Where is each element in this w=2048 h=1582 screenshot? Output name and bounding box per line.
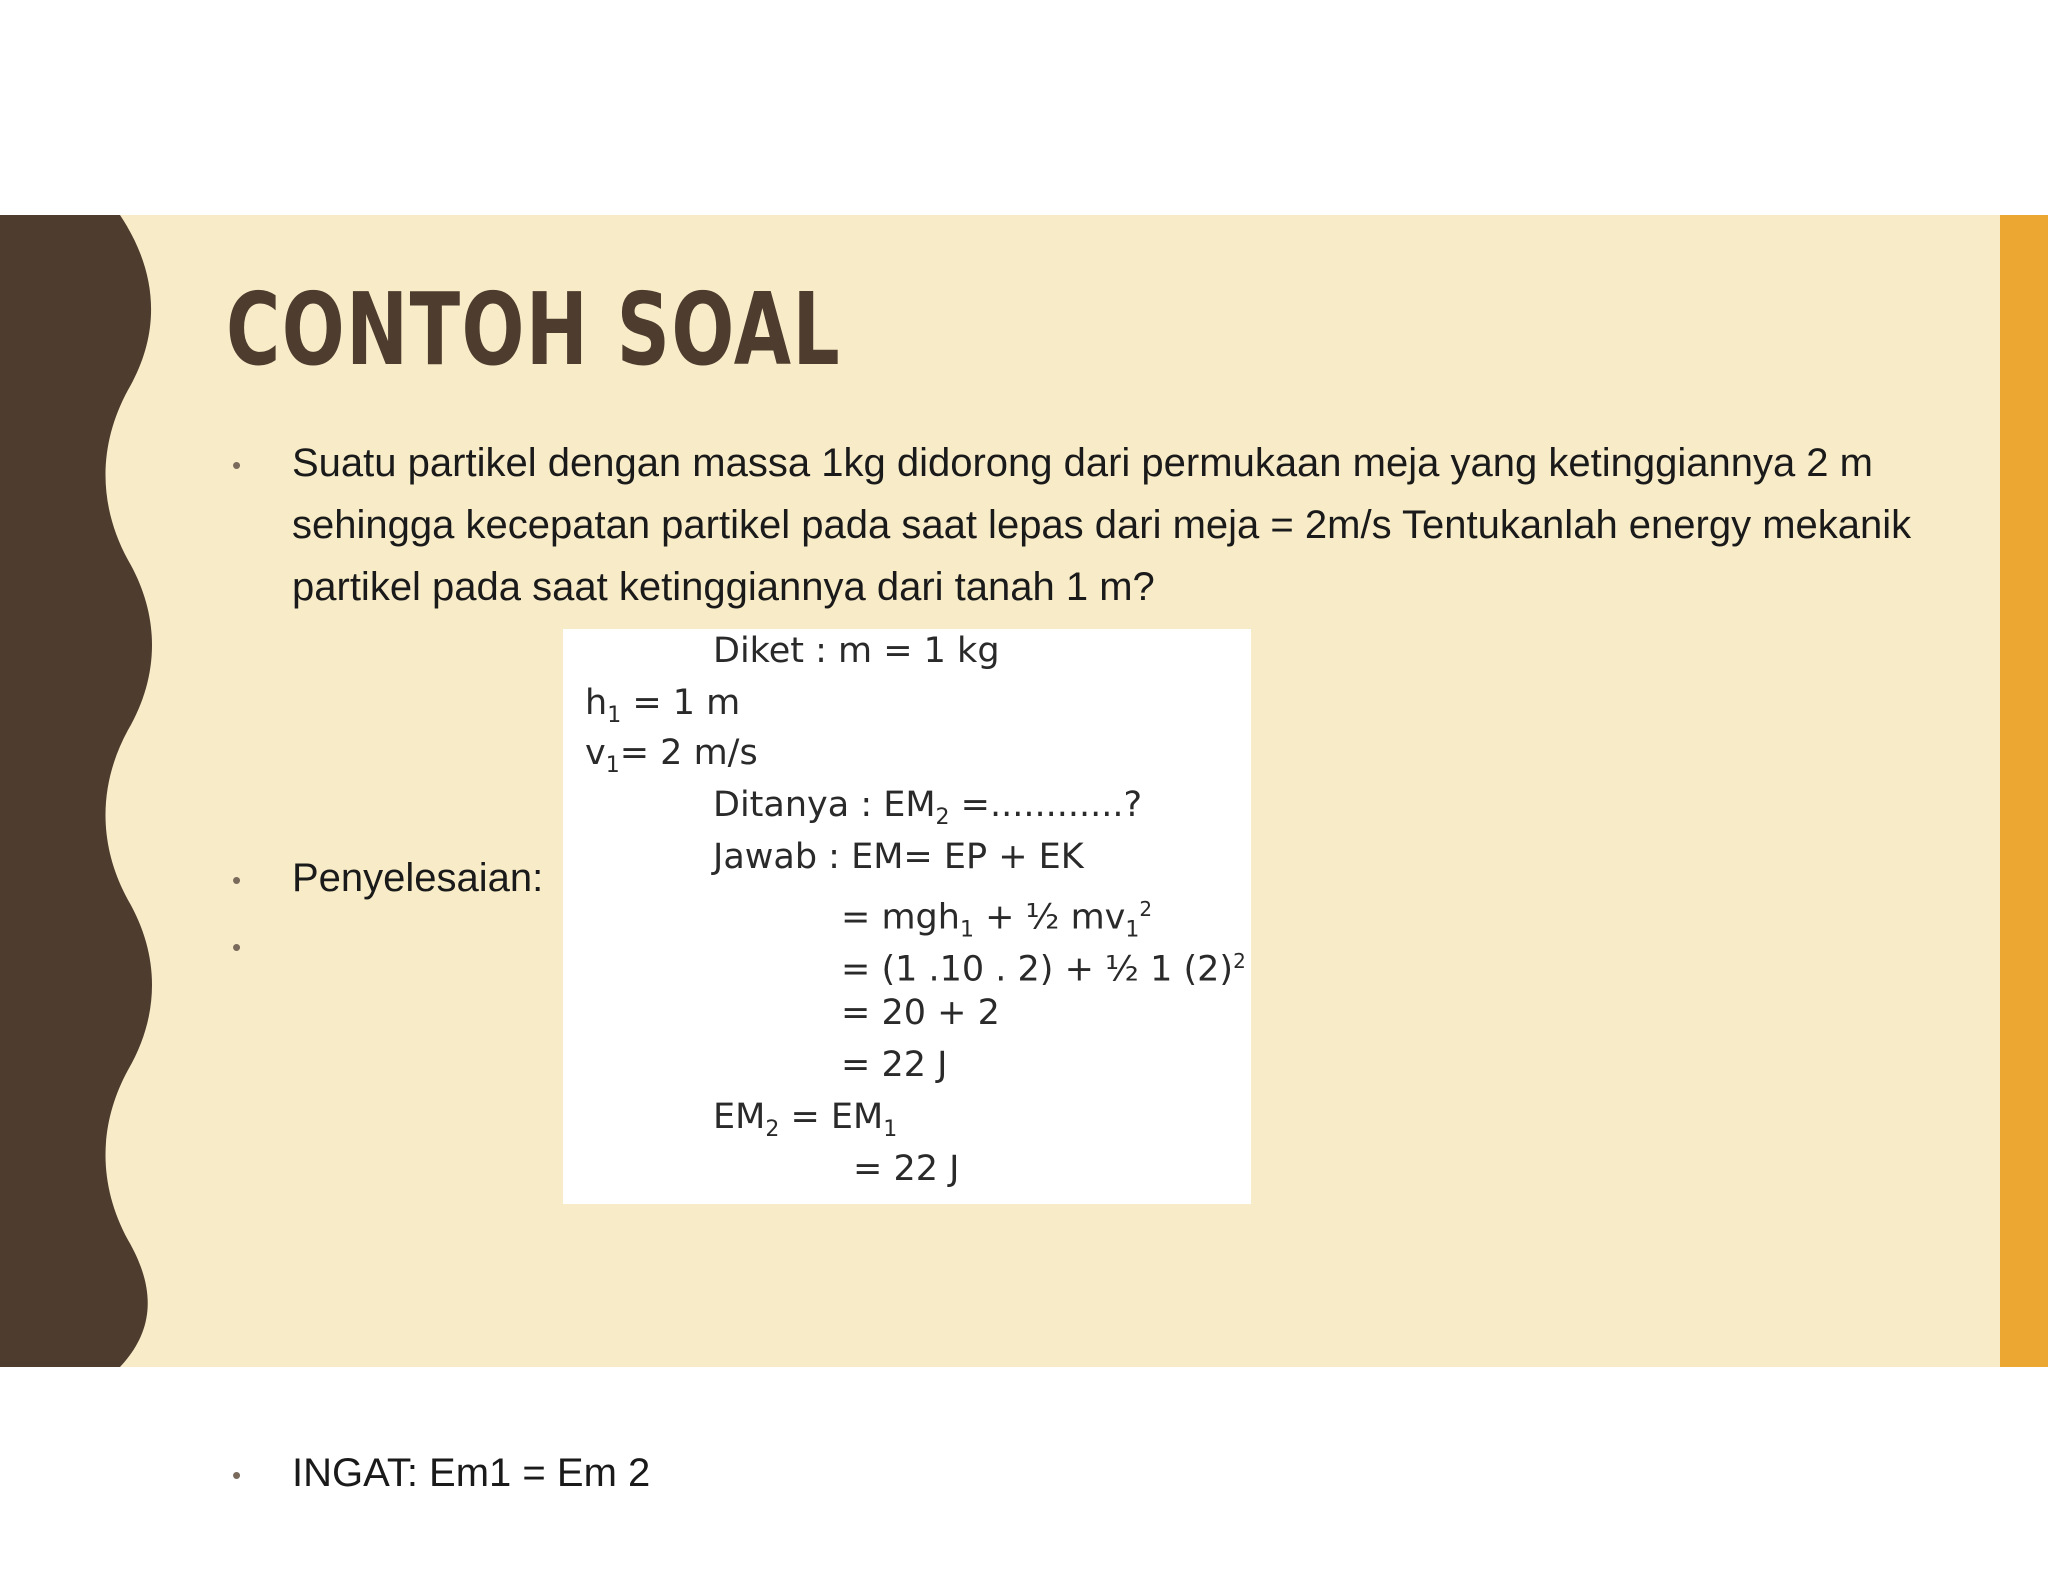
bullet-icon: • [232, 932, 242, 962]
answer-line: Jawab : EM= EP + EK [713, 837, 1084, 877]
solution-image [563, 629, 1251, 1204]
solution-label: Penyelesaian: [292, 856, 544, 900]
step-3: = 20 + 2 [841, 993, 1000, 1033]
bullet-icon: • [232, 1460, 242, 1490]
slide-title: CONTOH SOAL [226, 271, 842, 388]
step-1: = mgh$_1$ + ½ $mv_1^2$ [841, 897, 1153, 943]
v1-line: $v_1= 2$ m/s [585, 733, 758, 778]
question-text: Suatu partikel dengan massa 1kg didorong dari permukaan meja yang ketinggiannya 2 m sehingga kecepatan partikel pada saat lepas dari meja = 2m/s Tentukanlah energy mekanik partikel pada saat ketinggiannya dari tanah 1 m? [292, 441, 1912, 609]
bullet-icon: • [232, 450, 242, 480]
em-equality-line: $EM_2 = EM_1$ [713, 1097, 898, 1142]
bullet-icon: • [232, 865, 242, 895]
given-line: Diket : m = 1 kg [713, 631, 1000, 671]
slide [0, 215, 2048, 1495]
asked-line: Ditanya : $EM_2$ =............? [713, 785, 1143, 830]
step-4: = 22 J [841, 1045, 948, 1085]
h1-line: $h_1 = 1$ m [585, 683, 741, 728]
final-answer: = 22 J [853, 1149, 960, 1189]
reminder-text: INGAT: Em1 = Em 2 [292, 1451, 651, 1495]
right-accent-bar [2000, 215, 2048, 1367]
left-wavy-band [0, 215, 160, 1367]
step-2: = (1 .10 . 2) + ½ 1 $(2)^2$ [841, 949, 1246, 990]
